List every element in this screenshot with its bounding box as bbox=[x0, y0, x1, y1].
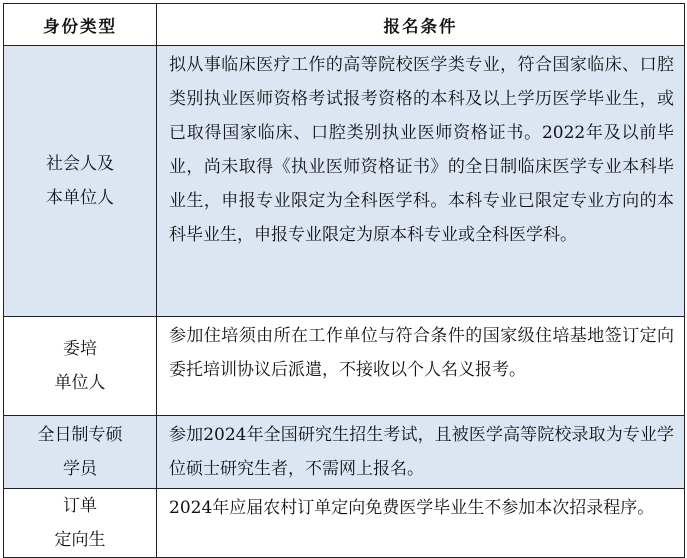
identity-type-cell: 社会人及 本单位人 bbox=[4, 46, 157, 317]
header-identity-type: 身份类型 bbox=[4, 4, 157, 46]
table-row bbox=[4, 317, 685, 416]
table-row bbox=[4, 46, 685, 317]
table-row bbox=[4, 416, 685, 489]
table-header-row bbox=[4, 4, 685, 46]
condition-cell: 参加住培须由所在工作单位与符合条件的国家级住培基地签订定向委托培训协议后派遣，不接收以个人名义报考。 bbox=[157, 317, 685, 416]
identity-type-cell: 订单 定向生 bbox=[4, 489, 157, 558]
condition-cell: 拟从事临床医疗工作的高等院校医学类专业，符合国家临床、口腔类别执业医师资格考试报考资格的本科及以上学历医学毕业生，或已取得国家临床、口腔类别执业医师资格证书。2022年及以前毕业，尚未取得《执业医师资格证书》的全日制临床医学专业本科毕业生，申报专业限定为全科医学科。本科专业已限定专业方向的本科毕业生，申报专业限定为原本科专业或全科医学科。 bbox=[157, 46, 685, 317]
registration-conditions-table bbox=[3, 3, 685, 558]
identity-type-cell: 委培 单位人 bbox=[4, 317, 157, 416]
identity-type-cell: 全日制专硕 学员 bbox=[4, 416, 157, 489]
condition-cell: 2024年应届农村订单定向免费医学毕业生不参加本次招录程序。 bbox=[157, 489, 685, 558]
condition-cell: 参加2024年全国研究生招生考试，且被医学高等院校录取为专业学位硕士研究生者，不需网上报名。 bbox=[157, 416, 685, 489]
table-row bbox=[4, 489, 685, 558]
header-registration-condition: 报名条件 bbox=[157, 4, 685, 46]
